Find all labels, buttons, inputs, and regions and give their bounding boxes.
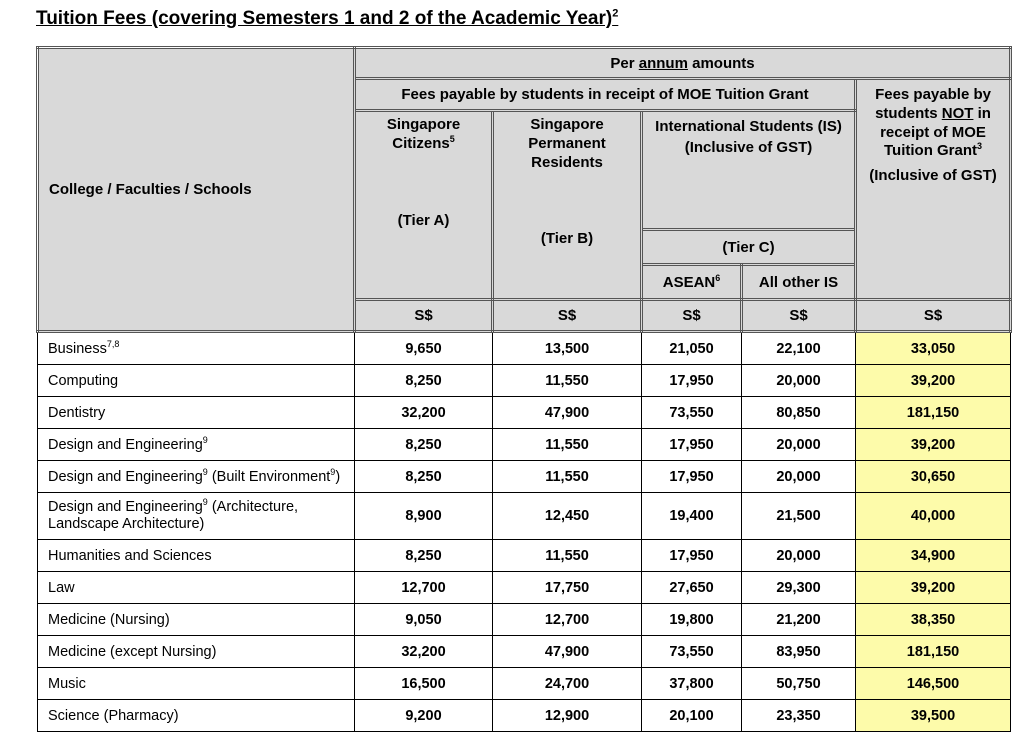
all-other-is-header: All other IS (742, 265, 856, 300)
row-label: Design and Engineering$^9$ (Built Environment$^9$) (38, 461, 355, 493)
currency-not-grant: S$ (856, 300, 1011, 332)
tier-a-value: 8,250 (355, 365, 493, 397)
per-annum-header: Per annum amounts (355, 48, 1011, 79)
row-label: Design and Engineering$^9$ (38, 429, 355, 461)
not-grant-inclusive: (Inclusive of GST) (869, 167, 997, 184)
row-label: Dentistry (38, 397, 355, 429)
tier-b-value: 47,900 (493, 397, 642, 429)
tier-b-value: 12,450 (493, 493, 642, 540)
not-grant-value: 39,200 (856, 429, 1011, 461)
not-grant-value: 39,500 (856, 700, 1011, 732)
row-label: Design and Engineering$^9$ (Architecture, Landscape Architecture) (38, 493, 355, 540)
row-label: Medicine (Nursing) (38, 604, 355, 636)
tier-b-value: 11,550 (493, 365, 642, 397)
tier-b-value: 17,750 (493, 572, 642, 604)
table-row (38, 397, 1011, 429)
asean-value: 21,050 (642, 332, 742, 365)
tier-a-value: 16,500 (355, 668, 493, 700)
other-is-value: 83,950 (742, 636, 856, 668)
asean-value: 37,800 (642, 668, 742, 700)
row-label: Law (38, 572, 355, 604)
other-is-value: 20,000 (742, 365, 856, 397)
not-grant-value: 181,150 (856, 636, 1011, 668)
asean-value: 73,550 (642, 636, 742, 668)
asean-value: 20,100 (642, 700, 742, 732)
table-row (38, 604, 1011, 636)
not-grant-value: 39,200 (856, 572, 1011, 604)
tier-a-value: 32,200 (355, 636, 493, 668)
other-is-value: 22,100 (742, 332, 856, 365)
asean-value: 19,800 (642, 604, 742, 636)
currency-asean: S$ (642, 300, 742, 332)
tier-a-value: 12,700 (355, 572, 493, 604)
row-label: Medicine (except Nursing) (38, 636, 355, 668)
tier-a-label: (Tier A) (397, 211, 450, 229)
tier-c-label: (Tier C) (642, 230, 856, 265)
tier-b-value: 13,500 (493, 332, 642, 365)
tier-a-value: 8,250 (355, 429, 493, 461)
tier-b-value: 12,900 (493, 700, 642, 732)
tier-b-value: 11,550 (493, 540, 642, 572)
tuition-fees-table (36, 46, 1012, 732)
table-row (38, 461, 1011, 493)
table-row (38, 572, 1011, 604)
row-label: Humanities and Sciences (38, 540, 355, 572)
tier-a-value: 9,200 (355, 700, 493, 732)
other-is-value: 80,850 (742, 397, 856, 429)
not-grant-value: 34,900 (856, 540, 1011, 572)
tier-a-value: 8,250 (355, 461, 493, 493)
table-row (38, 540, 1011, 572)
not-grant-value: 146,500 (856, 668, 1011, 700)
other-is-value: 23,350 (742, 700, 856, 732)
other-is-value: 20,000 (742, 429, 856, 461)
tier-b-value: 47,900 (493, 636, 642, 668)
not-grant-value: 39,200 (856, 365, 1011, 397)
tier-b-value: 11,550 (493, 429, 642, 461)
not-grant-header: Fees payable by students NOT in receipt of MOE Tuition Grant$^3$ (Inclusive of GST) (856, 79, 1011, 300)
tier-a-value: 9,050 (355, 604, 493, 636)
tier-a-value: 32,200 (355, 397, 493, 429)
tier-b-value: 12,700 (493, 604, 642, 636)
row-label: Science (Pharmacy) (38, 700, 355, 732)
tier-b-value: 24,700 (493, 668, 642, 700)
page-title: Tuition Fees (covering Semesters 1 and 2 of the Academic Year)$^2$ (36, 7, 619, 29)
currency-tier-a: S$ (355, 300, 493, 332)
asean-value: 17,950 (642, 461, 742, 493)
singapore-citizens-header: Singapore Citizens$^5$ (Tier A) (355, 111, 493, 300)
asean-value: 27,650 (642, 572, 742, 604)
not-grant-value: 181,150 (856, 397, 1011, 429)
title-footnote: 2 (612, 7, 619, 20)
tier-b-label: (Tier B) (540, 230, 594, 248)
asean-value: 17,950 (642, 429, 742, 461)
row-label: Music (38, 668, 355, 700)
other-is-value: 21,500 (742, 493, 856, 540)
tier-a-value: 8,250 (355, 540, 493, 572)
not-grant-value: 38,350 (856, 604, 1011, 636)
table-row (38, 493, 1011, 540)
other-is-value: 20,000 (742, 540, 856, 572)
table-row (38, 668, 1011, 700)
not-grant-value: 33,050 (856, 332, 1011, 365)
row-label: Business$^{7,8}$ (38, 332, 355, 365)
other-is-value: 21,200 (742, 604, 856, 636)
asean-value: 17,950 (642, 365, 742, 397)
moe-grant-header: Fees payable by students in receipt of MOE Tuition Grant (355, 79, 856, 111)
asean-value: 19,400 (642, 493, 742, 540)
row-label: Computing (38, 365, 355, 397)
other-is-value: 50,750 (742, 668, 856, 700)
table-row (38, 636, 1011, 668)
not-grant-value: 40,000 (856, 493, 1011, 540)
other-is-value: 29,300 (742, 572, 856, 604)
asean-value: 17,950 (642, 540, 742, 572)
international-students-header: International Students (IS) (Inclusive of GST) (642, 111, 856, 230)
table-row (38, 429, 1011, 461)
asean-header: ASEAN$^6$ (642, 265, 742, 300)
tier-b-value: 11,550 (493, 461, 642, 493)
other-is-value: 20,000 (742, 461, 856, 493)
table-row (38, 365, 1011, 397)
table-row (38, 700, 1011, 732)
table-row (38, 332, 1011, 365)
tier-a-value: 8,900 (355, 493, 493, 540)
permanent-residents-header: Singapore Permanent Residents (Tier B) (493, 111, 642, 300)
currency-other: S$ (742, 300, 856, 332)
college-header: College / Faculties / Schools (38, 48, 355, 332)
currency-tier-b: S$ (493, 300, 642, 332)
not-grant-value: 30,650 (856, 461, 1011, 493)
tier-a-value: 9,650 (355, 332, 493, 365)
asean-value: 73,550 (642, 397, 742, 429)
